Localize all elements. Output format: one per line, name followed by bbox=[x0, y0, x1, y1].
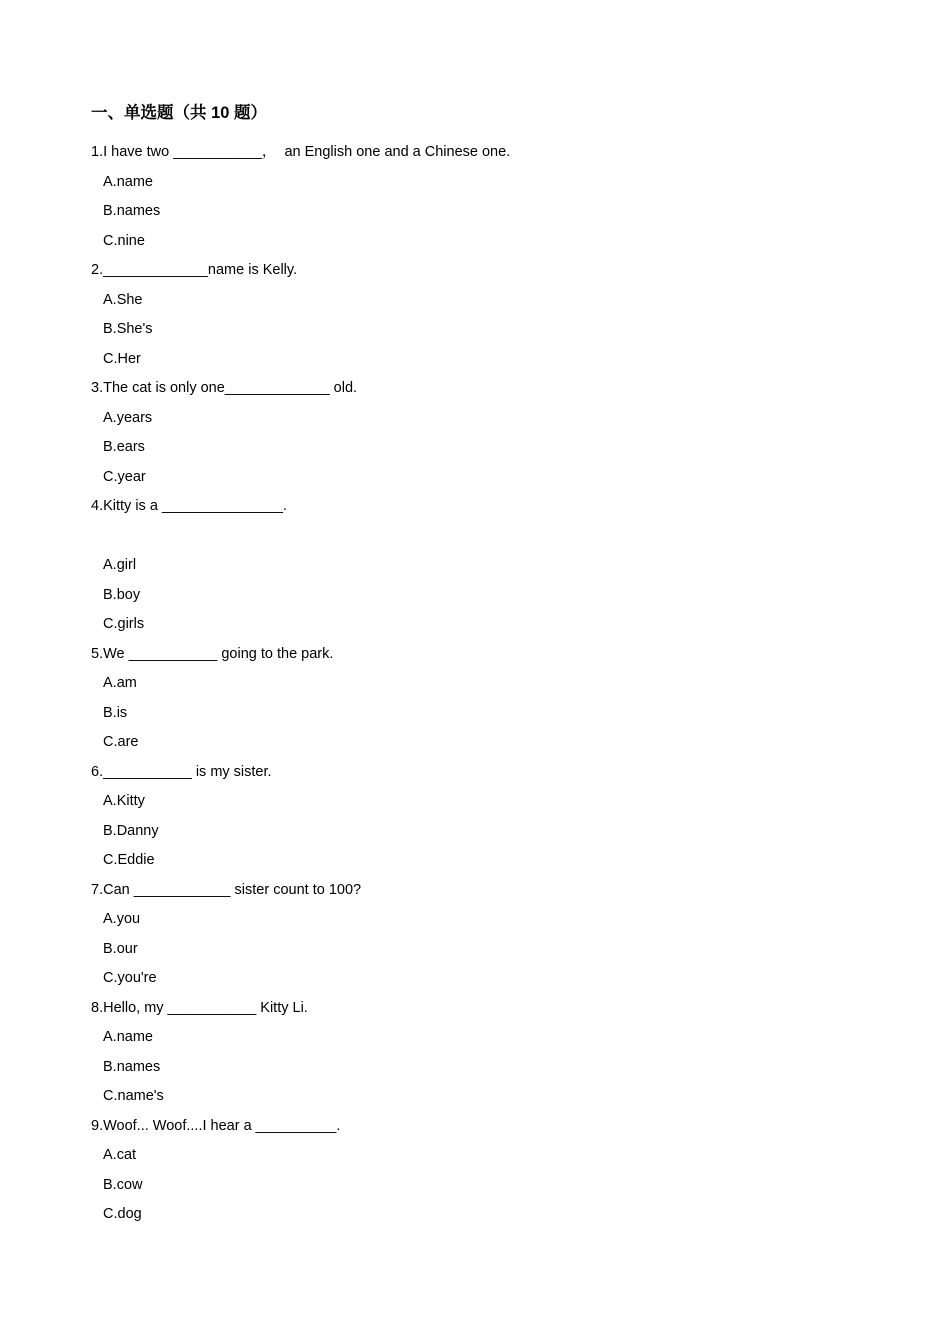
option-a: A.cat bbox=[103, 1147, 137, 1163]
option-b: B.our bbox=[103, 940, 138, 957]
option-a: A.girl bbox=[103, 557, 137, 573]
question-4 bbox=[91, 492, 871, 640]
question-1 bbox=[91, 138, 871, 256]
question-stem: 6.___________ is my sister. bbox=[91, 763, 272, 780]
question-3 bbox=[91, 374, 871, 492]
question-stem: 4.Kitty is a _______________. bbox=[91, 498, 287, 514]
question-2 bbox=[91, 256, 871, 374]
option-b: B.boy bbox=[103, 586, 141, 603]
question-stem: 1.I have two ___________， an English one and a Chinese one. bbox=[91, 144, 511, 160]
option-b: B.She's bbox=[103, 321, 153, 337]
option-c: C.year bbox=[103, 468, 146, 485]
option-c: C.are bbox=[103, 734, 139, 750]
option-a: A.years bbox=[103, 409, 153, 426]
question-stem: 5.We ___________ going to the park. bbox=[91, 645, 334, 662]
option-c: C.dog bbox=[103, 1206, 142, 1222]
question-7 bbox=[91, 876, 871, 994]
question-5 bbox=[91, 640, 871, 758]
section-title: 一、单选题（共 10 题） bbox=[91, 104, 268, 122]
option-a: A.name bbox=[103, 173, 153, 190]
option-b: B.ears bbox=[103, 439, 145, 455]
option-c: C.you're bbox=[103, 970, 157, 986]
option-a: A.She bbox=[103, 291, 143, 308]
option-a: A.name bbox=[103, 1029, 153, 1045]
option-a: A.Kitty bbox=[103, 793, 145, 809]
option-a: A.you bbox=[103, 911, 141, 927]
question-stem: 8.Hello, my ___________ Kitty Li. bbox=[91, 999, 308, 1016]
option-b: B.names bbox=[103, 1058, 161, 1075]
document-page bbox=[91, 98, 871, 1230]
option-c: C.name's bbox=[103, 1088, 164, 1104]
option-b: B.Danny bbox=[103, 822, 159, 839]
option-c: C.girls bbox=[103, 616, 145, 632]
question-stem: 3.The cat is only one_____________ old. bbox=[91, 380, 358, 396]
option-a: A.am bbox=[103, 675, 137, 691]
question-6 bbox=[91, 758, 871, 876]
question-stem: 2._____________name is Kelly. bbox=[91, 262, 298, 278]
option-c: C.nine bbox=[103, 232, 145, 249]
option-b: B.is bbox=[103, 704, 128, 721]
option-c: C.Her bbox=[103, 350, 141, 367]
question-stem: 7.Can ____________ sister count to 100? bbox=[91, 881, 362, 898]
option-b: B.names bbox=[103, 203, 161, 219]
question-8 bbox=[91, 994, 871, 1112]
option-b: B.cow bbox=[103, 1176, 143, 1193]
question-stem: 9.Woof... Woof....I hear a __________. bbox=[91, 1117, 341, 1134]
question-9 bbox=[91, 1112, 871, 1230]
option-c: C.Eddie bbox=[103, 852, 155, 868]
